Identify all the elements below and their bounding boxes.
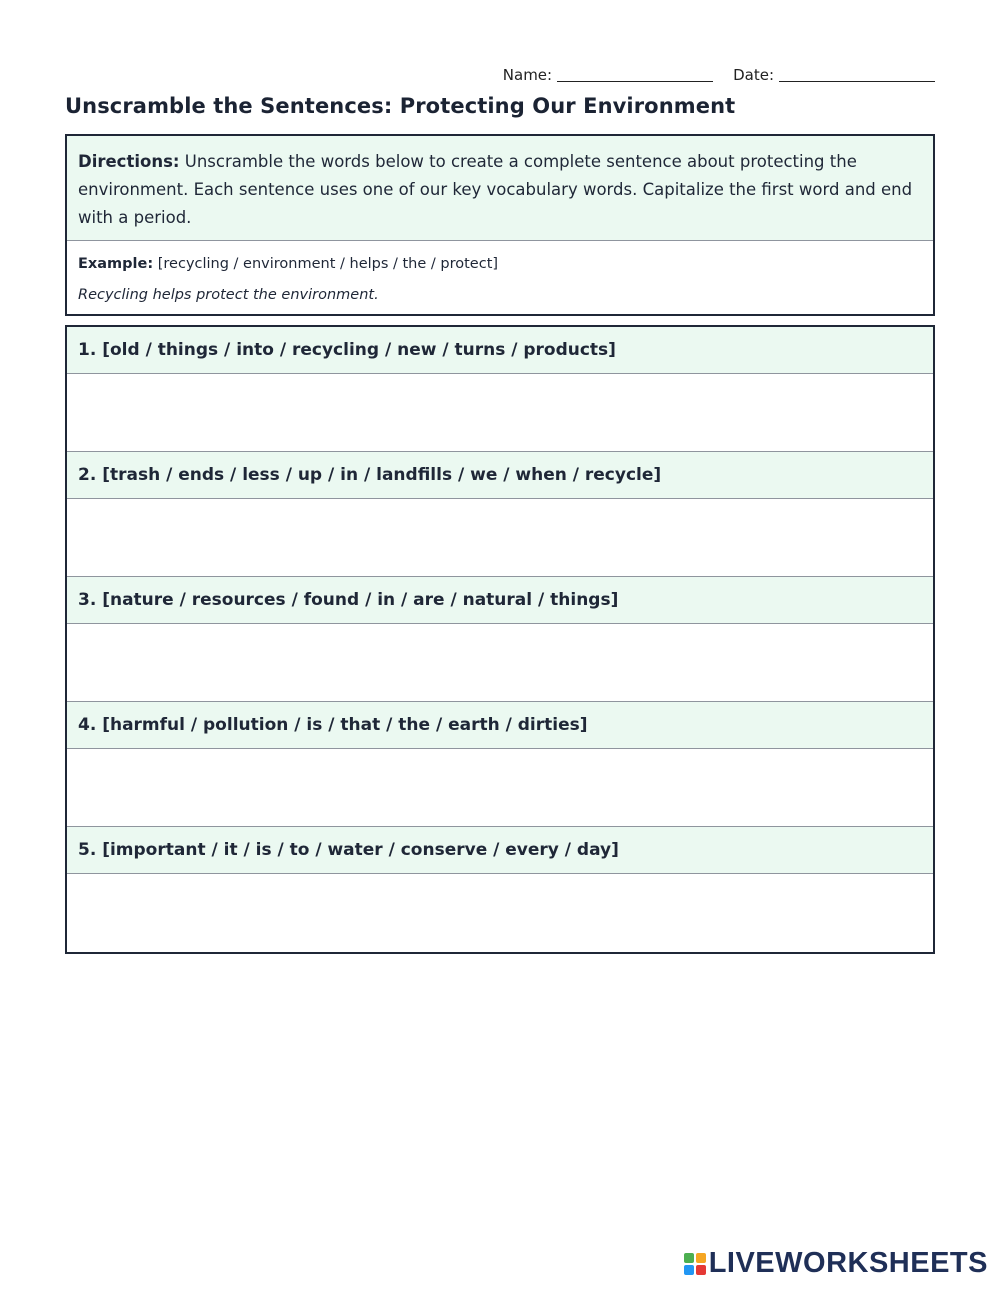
example-label: Example:: [78, 256, 154, 272]
date-field[interactable]: [733, 66, 935, 84]
directions-text: Unscramble the words below to create a complete sentence about protecting the environment. Each sentence uses one of our key vocabulary words. Capitalize the first word and end with a period.: [78, 152, 913, 227]
header-fields: [503, 66, 935, 84]
directions: [67, 136, 933, 241]
date-line[interactable]: [779, 67, 935, 82]
question-prompt: 1. [old / things / into / recycling / new / turns / products]: [67, 327, 933, 374]
logo-text: LIVEWORKSHEETS: [708, 1247, 988, 1279]
answer-box[interactable]: [67, 374, 933, 452]
date-label: Date:: [733, 66, 774, 84]
logo-block: [684, 1265, 694, 1275]
logo-block: [684, 1253, 694, 1263]
name-line[interactable]: [557, 67, 713, 82]
answer-box[interactable]: [67, 749, 933, 827]
liveworksheets-logo: [684, 1247, 988, 1280]
question-4: [67, 702, 933, 827]
question-prompt: 3. [nature / resources / found / in / are / natural / things]: [67, 577, 933, 624]
question-2: [67, 452, 933, 577]
example-scrambled-line: [78, 248, 922, 280]
directions-label: Directions:: [78, 152, 180, 171]
answer-box[interactable]: [67, 499, 933, 577]
name-field[interactable]: [503, 66, 713, 84]
example-scrambled: [recycling / environment / helps / the / protect]: [153, 256, 499, 272]
question-3: [67, 577, 933, 702]
answer-box[interactable]: [67, 624, 933, 702]
question-prompt: 5. [important / it / is / to / water / conserve / every / day]: [67, 827, 933, 874]
name-label: Name:: [502, 66, 553, 84]
question-prompt: 4. [harmful / pollution / is / that / the / earth / dirties]: [67, 702, 933, 749]
question-prompt: 2. [trash / ends / less / up / in / landfills / we / when / recycle]: [67, 452, 933, 499]
questions-table: [65, 325, 935, 954]
page-title: Unscramble the Sentences: Protecting Our Environment: [65, 94, 736, 118]
answer-box[interactable]: [67, 874, 933, 952]
logo-block: [696, 1265, 706, 1275]
example: [67, 241, 933, 310]
example-answer: Recycling helps protect the environment.: [78, 287, 379, 303]
directions-box: [65, 134, 935, 316]
question-5: [67, 827, 933, 952]
question-1: [67, 327, 933, 452]
logo-block: [696, 1253, 706, 1263]
logo-blocks-icon: [684, 1253, 706, 1275]
